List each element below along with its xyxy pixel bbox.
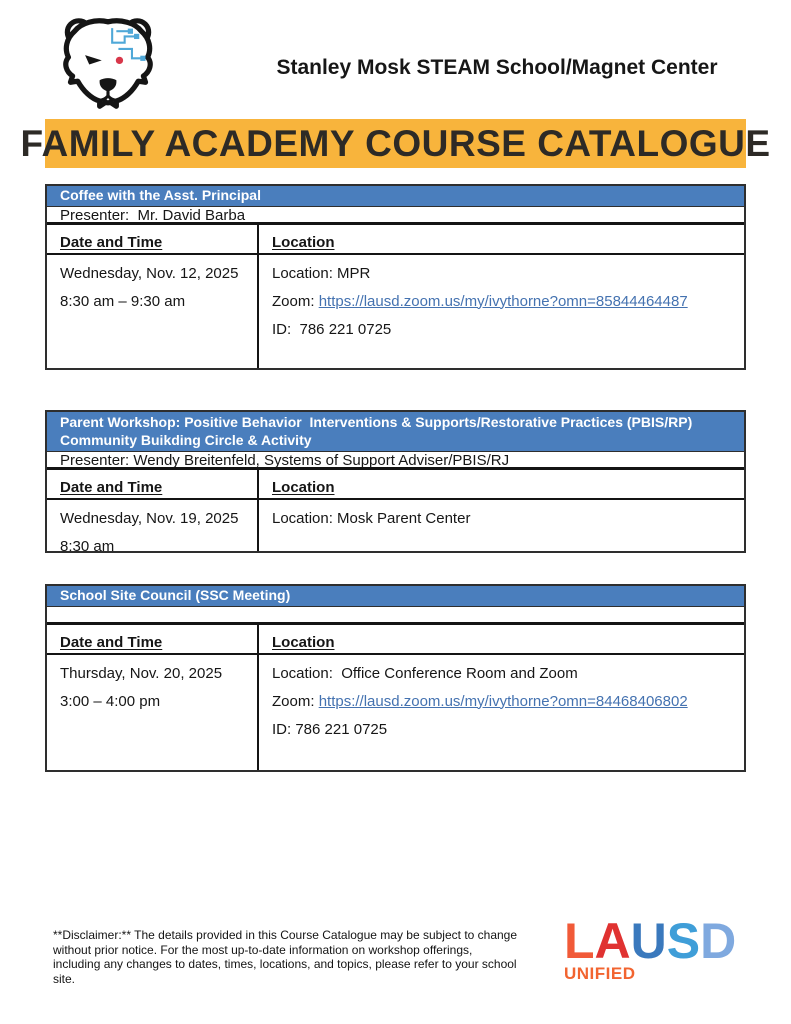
meeting-id: ID: 786 221 0725 (272, 720, 388, 738)
date-time-column-header: Date and Time (60, 479, 163, 496)
catalogue-banner (20, 119, 771, 168)
column-header-row (47, 225, 744, 255)
zoom-meeting-link[interactable]: https://lausd.zoom.us/my/ivythorne?omn=85844464487 (318, 292, 688, 310)
event-date: Thursday, Nov. 20, 2025 (60, 664, 223, 682)
lausd-letter: S (666, 913, 701, 969)
lausd-letter: D (700, 913, 737, 969)
event-table-ssc-meeting (45, 584, 746, 772)
location-column-header: Location (272, 633, 335, 651)
event-table-parent-workshop (45, 410, 746, 553)
event-table-coffee (45, 184, 746, 370)
event-time: 8:30 am – 9:30 am (60, 292, 186, 310)
event-data-row (47, 655, 744, 770)
zoom-label: Zoom: (272, 692, 319, 710)
presenter-row: Presenter: Wendy Breitenfeld, Systems of Support Adviser/PBIS/RJ (47, 452, 744, 470)
meeting-id: ID: 786 221 0725 (272, 320, 392, 338)
event-location: Location: MPR (272, 264, 371, 282)
presenter-row: Presenter: Mr. David Barba (47, 207, 744, 225)
lausd-letter: A (594, 913, 631, 969)
event-data-row (47, 500, 744, 551)
event-title-bar: Coffee with the Asst. Principal (47, 186, 744, 207)
lausd-unified-logo (564, 913, 746, 983)
event-title-bar: School Site Council (SSC Meeting) (47, 586, 744, 607)
lausd-unified-label: UNIFIED (564, 964, 636, 983)
event-title-bar: Parent Workshop: Positive Behavior Interventions & Supports/Restorative Practices (PBIS/RP) Community Buikding Circle & Activity (47, 412, 744, 452)
lausd-letter: L (564, 913, 595, 969)
location-column-header: Location (272, 233, 335, 251)
event-data-row (47, 255, 744, 368)
event-location: Location: Office Conference Room and Zoom (272, 664, 578, 682)
column-header-row (47, 470, 744, 500)
event-location: Location: Mosk Parent Center (272, 510, 471, 527)
event-time: 3:00 – 4:00 pm (60, 692, 161, 710)
school-bear-logo-icon (58, 16, 158, 111)
zoom-meeting-link[interactable]: https://lausd.zoom.us/my/ivythorne?omn=84468406802 (318, 692, 688, 710)
page-footer (53, 913, 746, 986)
catalogue-banner-title: FAMILY ACADEMY COURSE CATALOGUE (20, 122, 771, 164)
date-time-column-header: Date and Time (60, 633, 163, 651)
lausd-letter: U (630, 913, 667, 969)
event-date: Wednesday, Nov. 12, 2025 (60, 264, 239, 282)
disclaimer-text: **Disclaimer:** The details provided in this Course Catalogue may be subject to change without prior notice. For the most up-to-date information on workshop offerings, including any changes to dates, times, locations, and topics, please refer to your school site. (53, 928, 521, 986)
event-date: Wednesday, Nov. 19, 2025 (60, 510, 239, 527)
lausd-wordmark (564, 913, 744, 969)
zoom-label: Zoom: (272, 292, 319, 310)
presenter-row (47, 607, 744, 625)
date-time-column-header: Date and Time (60, 233, 163, 251)
location-column-header: Location (272, 479, 335, 496)
event-time: 8:30 am (60, 538, 115, 551)
bear-logo-svg (58, 16, 158, 111)
column-header-row (47, 625, 744, 655)
school-name-title: Stanley Mosk STEAM School/Magnet Center (276, 56, 718, 79)
